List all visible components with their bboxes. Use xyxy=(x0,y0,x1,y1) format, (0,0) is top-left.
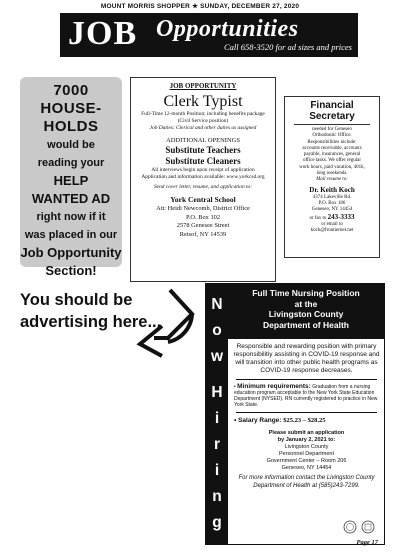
county-seal-icon xyxy=(343,520,381,534)
apply-line: Government Center – Room 206 xyxy=(266,458,347,464)
clerk-sub-teachers: Substitute Teachers xyxy=(165,145,241,155)
side-letter: N xyxy=(211,296,223,313)
fin-mail: Mail resume to: xyxy=(316,177,348,183)
ad-line: WANTED AD xyxy=(31,191,111,206)
clerk-info: Application and information available: www.yorkcsd.org xyxy=(141,174,265,180)
curved-arrow-icon xyxy=(132,284,202,364)
salary-value: $25.23 – $28.25 xyxy=(283,417,326,424)
clerk-title: Clerk Typist xyxy=(163,93,243,110)
fin-line: payable, insurances, general xyxy=(303,152,361,158)
ad-line: Job Opportunity xyxy=(20,245,122,260)
nursing-apply xyxy=(232,430,381,472)
fin-line: accounts receivable, accounts xyxy=(302,145,362,151)
clerk-line: (Civil Service position) xyxy=(177,118,229,124)
fin-addr: 4374 Lakeville Rd. xyxy=(312,194,352,200)
nursing-head-line: Livingston County xyxy=(268,309,344,319)
fin-addr: Geneseo, NY 14454 xyxy=(311,207,353,213)
apply-line: Please submit an application xyxy=(268,430,345,436)
ad-line: HOLDS xyxy=(43,118,99,135)
nursing-body xyxy=(232,341,381,490)
divider xyxy=(236,412,377,413)
nursing-header xyxy=(228,284,384,339)
fin-title: Financial xyxy=(310,100,354,111)
nursing-position-ad xyxy=(205,283,385,545)
salary-label: Salary Range: xyxy=(238,417,282,424)
ad-line: 7000 xyxy=(53,82,89,99)
req-text: Graduation from a nursing education program acceptable to the New York State Education Department (NYSED). RN currently registered to practice in New York State. xyxy=(234,384,378,408)
banner-job: JOB xyxy=(68,15,138,52)
side-letter: i xyxy=(214,462,220,479)
apply-line: by January 2, 2021 to: xyxy=(277,437,336,443)
clerk-line: Job Duties: Clerical and other duties as assigned xyxy=(149,125,257,131)
fin-line: office tasks. We offer regular xyxy=(302,158,362,164)
adv-line: You should be xyxy=(20,291,133,309)
fin-email-label: or email to xyxy=(321,221,343,227)
clerk-header: JOB OPPORTUNITY xyxy=(169,82,237,90)
ad-line: HOUSE- xyxy=(40,100,102,117)
banner-call: Call 658-3520 for ad sizes and prices xyxy=(224,42,352,52)
nursing-description: Responsible and rewarding position with primary responsibilitiy assisting in COVID-19 response and will transition into other public health programs as COVID-19 response decreases. xyxy=(233,343,380,374)
fin-line: Responsibilities include: xyxy=(307,139,357,145)
households-ad xyxy=(20,77,122,278)
fin-line: long weekends. xyxy=(316,171,348,177)
fin-email: koch@frontiernet.net xyxy=(310,228,354,234)
ad-line: right now if it xyxy=(36,211,106,223)
nursing-info: For more information contact the Livingston County Department of Health at (585)243-7299. xyxy=(238,475,375,489)
nursing-head-line: at the xyxy=(294,298,318,309)
masthead: MOUNT MORRIS SHOPPER ★ SUNDAY, DECEMBER 27, 2020 xyxy=(100,3,300,10)
nursing-salary: • Salary Range: $25.23 – $28.25 xyxy=(234,417,326,424)
ad-line: was placed in our xyxy=(24,229,118,241)
adv-line: advertising here... xyxy=(20,313,162,331)
clerk-info: All interviews begin upon receipt of application xyxy=(151,167,255,173)
clerk-sub-cleaners: Substitute Cleaners xyxy=(165,156,241,166)
apply-line: Livingston County xyxy=(284,444,329,450)
clerk-typist-ad xyxy=(130,77,276,282)
financial-secretary-ad xyxy=(284,96,380,258)
fin-title: Secretary xyxy=(309,111,355,122)
ad-line: would be xyxy=(47,139,95,151)
req-label: Minimum requirements: xyxy=(237,383,311,390)
section-banner xyxy=(60,13,358,57)
nursing-head-line: Full Time Nursing Position xyxy=(252,288,360,298)
divider xyxy=(236,379,377,380)
side-letter: r xyxy=(213,436,221,453)
fin-name: Dr. Keith Koch xyxy=(309,185,355,194)
nursing-requirements: • Minimum requirements: Graduation from a nursing education program acceptable to the New York State Education Department (NYSED). RN currently registered to practice in New York State. xyxy=(234,383,378,408)
clerk-send: Send cover letter, resume, and application to: xyxy=(153,184,252,190)
clerk-additional: ADDITIONAL OPENINGS xyxy=(166,137,240,144)
clerk-addr: Att: Heidi Newcomb, District Office xyxy=(156,205,250,212)
ad-line: reading your xyxy=(37,157,105,169)
side-letter: o xyxy=(212,322,222,339)
fin-line: work hours, paid vacation, 401k, xyxy=(299,164,365,170)
apply-line: Personnel Department xyxy=(278,451,335,457)
clerk-addr: Retsof, NY 14539 xyxy=(179,230,227,238)
apply-line: Geneseo, NY 14454 xyxy=(281,465,332,471)
side-letter: w xyxy=(210,348,224,365)
clerk-addr: P.O. Box 102 xyxy=(185,213,221,221)
fin-fax-prefix: or fax to xyxy=(309,215,328,221)
nursing-head-line: Department of Health xyxy=(263,319,349,330)
page-number: Page 17 xyxy=(356,539,378,546)
clerk-addr: 2578 Genesee Street xyxy=(176,222,230,229)
side-letter: g xyxy=(212,514,222,531)
side-letter: H xyxy=(211,384,223,401)
clerk-line: Full-Time 12-month Position; including benefits package xyxy=(141,111,265,117)
clerk-school: York Central School xyxy=(170,195,236,204)
ad-line: Section! xyxy=(45,263,97,278)
ad-line: HELP xyxy=(53,173,89,188)
now-hiring-strip xyxy=(206,284,228,544)
side-letter: n xyxy=(212,488,222,505)
side-letter: i xyxy=(214,410,220,427)
fin-addr: P.O. Box 186 xyxy=(318,200,346,206)
fin-fax: 243-3333 xyxy=(327,212,355,221)
banner-opportunities: Opportunities xyxy=(156,16,299,42)
fin-line: Orthodontic Office. xyxy=(312,133,352,139)
divider xyxy=(294,124,370,125)
fin-line: needed for Geneseo xyxy=(312,127,352,132)
